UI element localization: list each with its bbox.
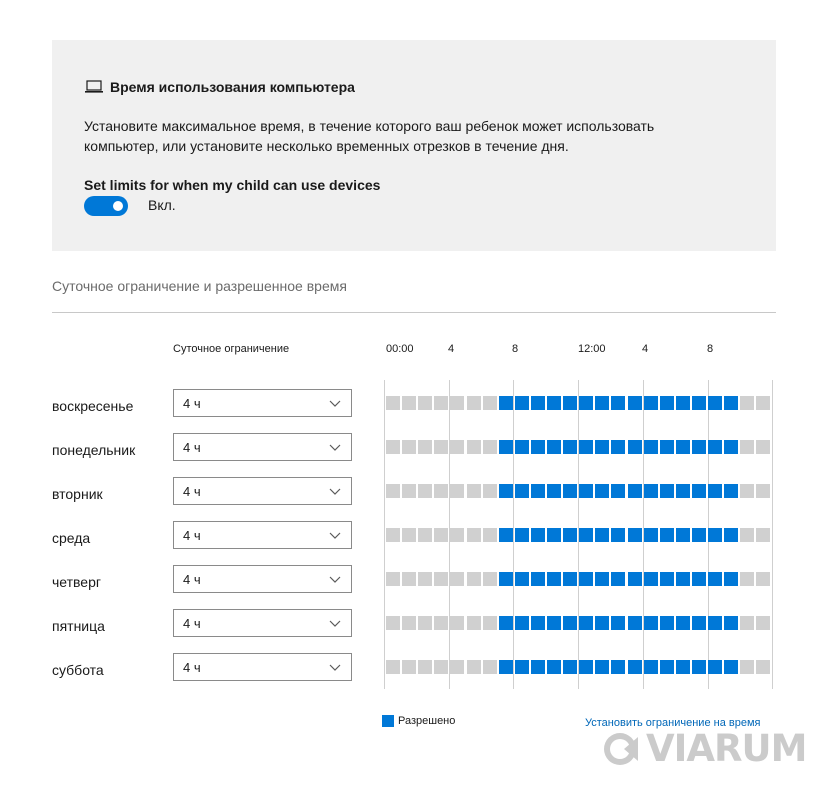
card-title-text: Время использования компьютера bbox=[110, 79, 355, 95]
card-description: Установите максимальное время, в течение которого ваш ребенок может использовать компьютер, или установите несколько временных отрезков в течение дня. bbox=[84, 118, 655, 154]
allowed-time-slot[interactable] bbox=[724, 572, 738, 586]
blocked-time-slot[interactable] bbox=[434, 440, 448, 454]
allowed-time-slot[interactable] bbox=[708, 572, 722, 586]
blocked-time-slot[interactable] bbox=[418, 660, 432, 674]
allowed-time-slot[interactable] bbox=[579, 528, 593, 542]
allowed-time-slot[interactable] bbox=[563, 484, 577, 498]
blocked-time-slot[interactable] bbox=[434, 396, 448, 410]
blocked-time-slot[interactable] bbox=[418, 484, 432, 498]
daily-limit-select[interactable] bbox=[173, 609, 352, 637]
allowed-time-slot[interactable] bbox=[563, 572, 577, 586]
allowed-time-slot[interactable] bbox=[547, 572, 561, 586]
blocked-time-slot[interactable] bbox=[467, 616, 481, 630]
allowed-time-slot[interactable] bbox=[499, 528, 513, 542]
blocked-time-slot[interactable] bbox=[483, 572, 497, 586]
blocked-time-slot[interactable] bbox=[434, 660, 448, 674]
allowed-time-slot[interactable] bbox=[595, 616, 609, 630]
allowed-time-slot[interactable] bbox=[579, 396, 593, 410]
allowed-time-slot[interactable] bbox=[547, 528, 561, 542]
daily-limit-value: 4 ч bbox=[183, 484, 201, 499]
allowed-time-slot[interactable] bbox=[692, 616, 706, 630]
allowed-time-slot[interactable] bbox=[611, 528, 625, 542]
blocked-time-slot[interactable] bbox=[418, 616, 432, 630]
allowed-time-slot[interactable] bbox=[595, 484, 609, 498]
allowed-time-slot[interactable] bbox=[708, 660, 722, 674]
blocked-time-slot[interactable] bbox=[740, 528, 754, 542]
chevron-down-icon bbox=[329, 441, 341, 453]
watermark-logo-icon bbox=[598, 729, 642, 769]
allowed-time-slot[interactable] bbox=[531, 616, 545, 630]
blocked-time-slot[interactable] bbox=[467, 660, 481, 674]
hour-label-12: 12:00 bbox=[578, 343, 606, 355]
allowed-time-slot[interactable] bbox=[547, 660, 561, 674]
blocked-time-slot[interactable] bbox=[418, 396, 432, 410]
day-name: среда bbox=[52, 530, 91, 546]
chevron-down-icon bbox=[329, 617, 341, 629]
allowed-time-slot[interactable] bbox=[628, 396, 642, 410]
allowed-time-slot[interactable] bbox=[515, 440, 529, 454]
blocked-time-slot[interactable] bbox=[450, 528, 464, 542]
allowed-time-slot[interactable] bbox=[692, 572, 706, 586]
allowed-time-slot[interactable] bbox=[628, 660, 642, 674]
allowed-time-slot[interactable] bbox=[724, 440, 738, 454]
allowed-time-slot[interactable] bbox=[547, 484, 561, 498]
daily-limit-select[interactable] bbox=[173, 389, 352, 417]
day-name: воскресенье bbox=[52, 398, 134, 414]
allowed-time-slot[interactable] bbox=[579, 572, 593, 586]
allowed-time-slot[interactable] bbox=[692, 484, 706, 498]
allowed-time-slot[interactable] bbox=[708, 484, 722, 498]
allowed-time-slot[interactable] bbox=[692, 528, 706, 542]
blocked-time-slot[interactable] bbox=[418, 528, 432, 542]
allowed-time-slot[interactable] bbox=[531, 484, 545, 498]
daily-limit-select[interactable] bbox=[173, 653, 352, 681]
screen-time-card bbox=[52, 40, 776, 251]
allowed-time-slot[interactable] bbox=[611, 572, 625, 586]
day-name: четверг bbox=[52, 574, 101, 590]
allowed-time-slot[interactable] bbox=[692, 440, 706, 454]
allowed-time-slot[interactable] bbox=[660, 528, 674, 542]
allowed-time-slot[interactable] bbox=[563, 396, 577, 410]
allowed-time-slot[interactable] bbox=[499, 660, 513, 674]
blocked-time-slot[interactable] bbox=[756, 572, 770, 586]
allowed-time-slot[interactable] bbox=[676, 660, 690, 674]
allowed-time-slot[interactable] bbox=[676, 528, 690, 542]
blocked-time-slot[interactable] bbox=[483, 440, 497, 454]
daily-limit-header: Суточное ограничение bbox=[173, 343, 290, 355]
blocked-time-slot[interactable] bbox=[386, 440, 400, 454]
allowed-time-slot[interactable] bbox=[531, 440, 545, 454]
daily-limit-select[interactable] bbox=[173, 433, 352, 461]
blocked-time-slot[interactable] bbox=[418, 572, 432, 586]
allowed-time-slot[interactable] bbox=[724, 660, 738, 674]
daily-limit-value: 4 ч bbox=[183, 528, 201, 543]
chevron-down-icon bbox=[329, 573, 341, 585]
day-name: вторник bbox=[52, 486, 103, 502]
allowed-time-slot[interactable] bbox=[676, 440, 690, 454]
blocked-time-slot[interactable] bbox=[402, 660, 416, 674]
allowed-time-slot[interactable] bbox=[660, 660, 674, 674]
blocked-time-slot[interactable] bbox=[467, 484, 481, 498]
blocked-time-slot[interactable] bbox=[386, 616, 400, 630]
hour-label-8: 8 bbox=[512, 343, 519, 355]
allowed-time-slot[interactable] bbox=[628, 440, 642, 454]
blocked-time-slot[interactable] bbox=[402, 572, 416, 586]
allowed-time-slot[interactable] bbox=[499, 396, 513, 410]
allowed-time-slot[interactable] bbox=[547, 396, 561, 410]
allowed-time-slot[interactable] bbox=[676, 396, 690, 410]
daily-limit-value: 4 ч bbox=[183, 572, 201, 587]
toggle-state-label: Вкл. bbox=[148, 197, 176, 213]
chevron-down-icon bbox=[329, 661, 341, 673]
blocked-time-slot[interactable] bbox=[386, 660, 400, 674]
allowed-time-slot[interactable] bbox=[724, 396, 738, 410]
allowed-time-slot[interactable] bbox=[611, 484, 625, 498]
blocked-time-slot[interactable] bbox=[756, 396, 770, 410]
day-name: суббота bbox=[52, 662, 104, 678]
allowed-time-slot[interactable] bbox=[563, 616, 577, 630]
blocked-time-slot[interactable] bbox=[450, 572, 464, 586]
blocked-time-slot[interactable] bbox=[434, 528, 448, 542]
blocked-time-slot[interactable] bbox=[386, 484, 400, 498]
allowed-time-slot[interactable] bbox=[547, 616, 561, 630]
blocked-time-slot[interactable] bbox=[756, 660, 770, 674]
allowed-time-slot[interactable] bbox=[547, 440, 561, 454]
hour-label-4: 4 bbox=[448, 343, 455, 355]
hour-label-20: 8 bbox=[707, 343, 714, 355]
blocked-time-slot[interactable] bbox=[450, 616, 464, 630]
daily-limit-select[interactable] bbox=[173, 521, 352, 549]
allowed-time-slot[interactable] bbox=[692, 660, 706, 674]
allowed-time-slot[interactable] bbox=[515, 484, 529, 498]
blocked-time-slot[interactable] bbox=[756, 484, 770, 498]
day-name: пятница bbox=[52, 618, 105, 634]
allowed-time-slot[interactable] bbox=[595, 572, 609, 586]
allowed-time-slot[interactable] bbox=[611, 396, 625, 410]
allowed-time-slot[interactable] bbox=[708, 616, 722, 630]
blocked-time-slot[interactable] bbox=[450, 484, 464, 498]
allowed-time-slot[interactable] bbox=[531, 528, 545, 542]
allowed-time-slot[interactable] bbox=[595, 396, 609, 410]
allowed-time-slot[interactable] bbox=[531, 396, 545, 410]
allowed-time-slot[interactable] bbox=[595, 660, 609, 674]
allowed-time-slot[interactable] bbox=[660, 396, 674, 410]
allowed-time-slot[interactable] bbox=[628, 528, 642, 542]
allowed-time-slot[interactable] bbox=[644, 572, 658, 586]
chevron-down-icon bbox=[329, 397, 341, 409]
allowed-time-slot[interactable] bbox=[692, 396, 706, 410]
daily-limit-value: 4 ч bbox=[183, 616, 201, 631]
allowed-time-slot[interactable] bbox=[531, 572, 545, 586]
allowed-time-slot[interactable] bbox=[660, 616, 674, 630]
allowed-time-slot[interactable] bbox=[708, 440, 722, 454]
blocked-time-slot[interactable] bbox=[740, 660, 754, 674]
allowed-time-slot[interactable] bbox=[563, 440, 577, 454]
blocked-time-slot[interactable] bbox=[740, 484, 754, 498]
day-name: понедельник bbox=[52, 442, 136, 458]
blocked-time-slot[interactable] bbox=[740, 572, 754, 586]
allowed-time-slot[interactable] bbox=[595, 528, 609, 542]
allowed-time-slot[interactable] bbox=[708, 528, 722, 542]
daily-limit-select[interactable] bbox=[173, 477, 352, 505]
allowed-time-slot[interactable] bbox=[644, 660, 658, 674]
laptop-icon bbox=[84, 80, 104, 94]
daily-limit-value: 4 ч bbox=[183, 396, 201, 411]
blocked-time-slot[interactable] bbox=[483, 484, 497, 498]
allowed-time-slot[interactable] bbox=[628, 572, 642, 586]
allowed-time-slot[interactable] bbox=[644, 616, 658, 630]
blocked-time-slot[interactable] bbox=[740, 396, 754, 410]
blocked-time-slot[interactable] bbox=[418, 440, 432, 454]
blocked-time-slot[interactable] bbox=[386, 528, 400, 542]
allowed-time-slot[interactable] bbox=[579, 440, 593, 454]
allowed-time-slot[interactable] bbox=[499, 484, 513, 498]
blocked-time-slot[interactable] bbox=[450, 440, 464, 454]
blocked-time-slot[interactable] bbox=[740, 616, 754, 630]
section-title: Суточное ограничение и разрешенное время bbox=[52, 278, 347, 294]
allowed-time-slot[interactable] bbox=[724, 528, 738, 542]
chevron-down-icon bbox=[329, 529, 341, 541]
allowed-time-slot[interactable] bbox=[628, 484, 642, 498]
hour-label-16: 4 bbox=[642, 343, 649, 355]
allowed-time-slot[interactable] bbox=[579, 616, 593, 630]
allowed-time-slot[interactable] bbox=[628, 616, 642, 630]
blocked-time-slot[interactable] bbox=[450, 660, 464, 674]
blocked-time-slot[interactable] bbox=[386, 396, 400, 410]
blocked-time-slot[interactable] bbox=[467, 572, 481, 586]
allowed-time-slot[interactable] bbox=[499, 572, 513, 586]
blocked-time-slot[interactable] bbox=[467, 396, 481, 410]
blocked-time-slot[interactable] bbox=[467, 528, 481, 542]
allowed-time-slot[interactable] bbox=[611, 616, 625, 630]
blocked-time-slot[interactable] bbox=[740, 440, 754, 454]
allowed-time-slot[interactable] bbox=[611, 660, 625, 674]
allowed-time-slot[interactable] bbox=[515, 572, 529, 586]
blocked-time-slot[interactable] bbox=[386, 572, 400, 586]
allowed-time-slot[interactable] bbox=[515, 528, 529, 542]
blocked-time-slot[interactable] bbox=[402, 528, 416, 542]
blocked-time-slot[interactable] bbox=[402, 616, 416, 630]
set-time-limit-link[interactable]: Установить ограничение на время bbox=[585, 717, 761, 729]
blocked-time-slot[interactable] bbox=[483, 396, 497, 410]
allowed-time-slot[interactable] bbox=[563, 660, 577, 674]
allowed-time-slot[interactable] bbox=[644, 396, 658, 410]
allowed-time-slot[interactable] bbox=[515, 660, 529, 674]
allowed-time-slot[interactable] bbox=[660, 440, 674, 454]
allowed-time-slot[interactable] bbox=[515, 616, 529, 630]
allowed-time-slot[interactable] bbox=[499, 616, 513, 630]
blocked-time-slot[interactable] bbox=[434, 572, 448, 586]
blocked-time-slot[interactable] bbox=[483, 616, 497, 630]
allowed-time-slot[interactable] bbox=[595, 440, 609, 454]
allowed-time-slot[interactable] bbox=[611, 440, 625, 454]
allowed-time-slot[interactable] bbox=[676, 572, 690, 586]
allowed-time-slot[interactable] bbox=[676, 484, 690, 498]
chevron-down-icon bbox=[329, 485, 341, 497]
allowed-time-slot[interactable] bbox=[724, 616, 738, 630]
allowed-time-slot[interactable] bbox=[644, 440, 658, 454]
blocked-time-slot[interactable] bbox=[450, 396, 464, 410]
allowed-time-slot[interactable] bbox=[531, 660, 545, 674]
blocked-time-slot[interactable] bbox=[483, 660, 497, 674]
allowed-time-slot[interactable] bbox=[708, 396, 722, 410]
watermark-text: VIARUM bbox=[646, 727, 807, 770]
allowed-time-slot[interactable] bbox=[644, 528, 658, 542]
allowed-time-slot[interactable] bbox=[644, 484, 658, 498]
section-divider bbox=[52, 312, 776, 313]
hour-label-0: 00:00 bbox=[386, 343, 414, 355]
toggle-knob bbox=[113, 201, 123, 211]
allowed-time-slot[interactable] bbox=[660, 484, 674, 498]
allowed-time-slot[interactable] bbox=[499, 440, 513, 454]
allowed-time-slot[interactable] bbox=[515, 396, 529, 410]
allowed-time-slot[interactable] bbox=[676, 616, 690, 630]
legend-allowed-swatch bbox=[382, 715, 394, 727]
blocked-time-slot[interactable] bbox=[402, 484, 416, 498]
blocked-time-slot[interactable] bbox=[756, 440, 770, 454]
card-title bbox=[84, 79, 355, 95]
allowed-time-slot[interactable] bbox=[579, 660, 593, 674]
allowed-time-slot[interactable] bbox=[563, 528, 577, 542]
daily-limit-value: 4 ч bbox=[183, 660, 201, 675]
blocked-time-slot[interactable] bbox=[756, 528, 770, 542]
blocked-time-slot[interactable] bbox=[434, 484, 448, 498]
blocked-time-slot[interactable] bbox=[483, 528, 497, 542]
allowed-time-slot[interactable] bbox=[724, 484, 738, 498]
set-limits-label: Set limits for when my child can use devices bbox=[84, 177, 381, 193]
blocked-time-slot[interactable] bbox=[434, 616, 448, 630]
allowed-time-slot[interactable] bbox=[579, 484, 593, 498]
legend-allowed-label: Разрешено bbox=[398, 715, 456, 727]
blocked-time-slot[interactable] bbox=[402, 396, 416, 410]
allowed-time-slot[interactable] bbox=[660, 572, 674, 586]
blocked-time-slot[interactable] bbox=[402, 440, 416, 454]
watermark bbox=[598, 727, 806, 770]
limits-toggle[interactable] bbox=[84, 196, 128, 216]
daily-limit-value: 4 ч bbox=[183, 440, 201, 455]
blocked-time-slot[interactable] bbox=[467, 440, 481, 454]
daily-limit-select[interactable] bbox=[173, 565, 352, 593]
blocked-time-slot[interactable] bbox=[756, 616, 770, 630]
